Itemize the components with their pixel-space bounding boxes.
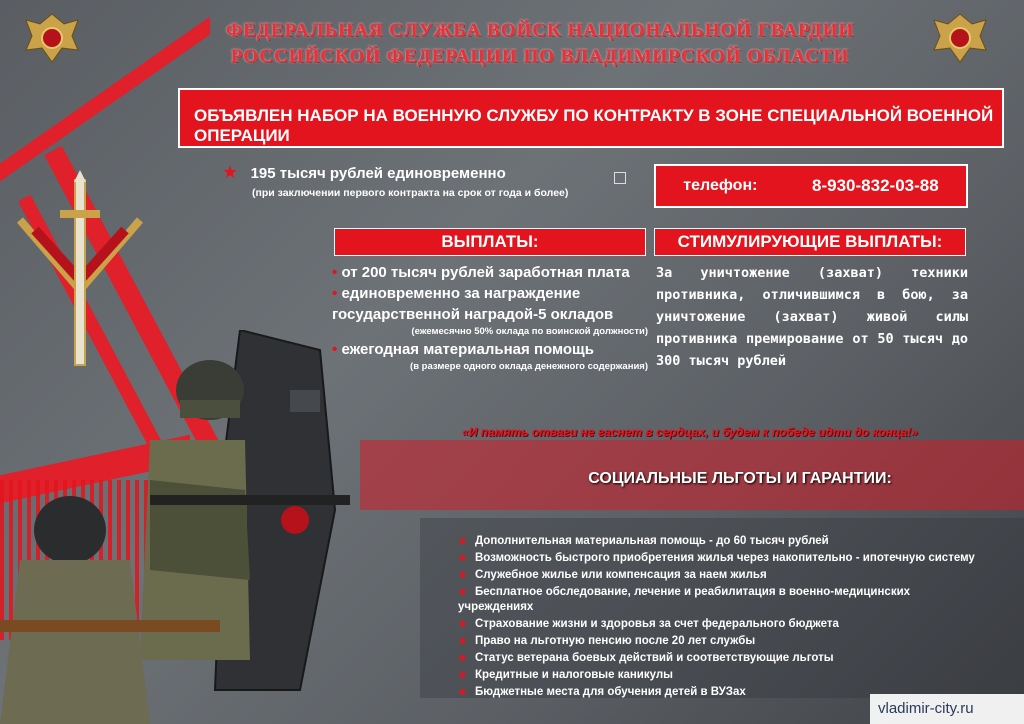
star-icon: • [332, 264, 338, 281]
star-icon: ★ [458, 619, 467, 630]
benefit-item: ★ Дополнительная материальная помощь - до 60 тысяч рублей [458, 535, 829, 547]
rosgvardia-emblem-left [22, 8, 82, 68]
payments-list [332, 262, 648, 374]
benefit-item: ★ Бюджетные места для обучения детей в ВУЗах [458, 686, 746, 698]
star-icon: ★ [458, 570, 467, 581]
header-title-line-1: ФЕДЕРАЛЬНАЯ СЛУЖБА ВОЙСК НАЦИОНАЛЬНОЙ ГВАРДИИ [225, 20, 855, 41]
star-icon: ★ [458, 636, 467, 647]
recruitment-banner [178, 88, 1004, 148]
watermark-box [870, 694, 1024, 724]
motto-quote: «И память отваги не гаснет в сердцах, и будем к победе идти до конца!» [462, 425, 918, 439]
payments-item: • от 200 тысяч рублей заработная плата [332, 264, 630, 281]
benefit-item: ★ Возможность быстрого приобретения жилья через накопительно - ипотечную систему [458, 552, 975, 564]
star-icon: • [332, 285, 338, 302]
social-title: СОЦИАЛЬНЫЕ ЛЬГОТЫ И ГАРАНТИИ: [588, 470, 892, 487]
star-icon: ★ [222, 162, 239, 182]
benefit-item: ★ Статус ветерана боевых действий и соответствующие льготы [458, 652, 834, 664]
benefit-item: ★ Право на льготную пенсию после 20 лет службы [458, 635, 756, 647]
incentive-text: За уничтожение (захват) техники противника, отличившимся в бою, за уничтожение (захват) живой силы противника премирование от 50 тысяч до 300 тысяч рублей [656, 265, 968, 369]
recruitment-banner-text: ОБЪЯВЛЕН НАБОР НА ВОЕННУЮ СЛУЖБУ ПО КОНТРАКТУ В ЗОНЕ СПЕЦИАЛЬНОЙ ВОЕННОЙ ОПЕРАЦИИ [194, 106, 994, 145]
star-icon: ★ [458, 536, 467, 547]
star-icon: ★ [458, 553, 467, 564]
benefit-item: ★ Бесплатное обследование, лечение и реабилитация в военно-медицинских учреждениях [458, 586, 911, 613]
lump-sum-note: (при заключении первого контракта на срок от года и более) [252, 187, 569, 199]
watermark-text[interactable]: vladimir-city.ru [878, 700, 974, 717]
checkbox-icon [614, 172, 626, 184]
header-title-line-2: РОССИЙСКОЙ ФЕДЕРАЦИИ ПО ВЛАДИМИРСКОЙ ОБЛАСТИ [230, 46, 850, 67]
payments-item: • ежегодная материальная помощь [332, 341, 594, 358]
benefit-item: ★ Страхование жизни и здоровья за счет федерального бюджета [458, 618, 839, 630]
benefit-item: ★ Кредитные и налоговые каникулы [458, 669, 673, 681]
soldiers-illustration [0, 330, 360, 724]
lump-sum-amount: 195 тысяч рублей единовременно [250, 165, 506, 182]
phone-label: телефон: [683, 177, 758, 194]
incentive-title: СТИМУЛИРУЮЩИЕ ВЫПЛАТЫ: [654, 228, 966, 256]
phone-box [654, 164, 968, 208]
star-icon: • [332, 341, 338, 358]
payments-title: ВЫПЛАТЫ: [334, 228, 646, 256]
payments-note: (в размере одного оклада денежного содержания) [410, 361, 648, 372]
star-icon: ★ [458, 687, 467, 698]
star-icon: ★ [458, 587, 467, 598]
lump-sum-block [222, 162, 642, 199]
payments-note: (ежемесячно 50% оклада по воинской должности) [411, 326, 648, 337]
benefit-item: ★ Служебное жилье или компенсация за наем жилья [458, 569, 767, 581]
payments-item: • единовременно за награждение государственной наградой-5 окладов [332, 285, 614, 323]
phone-number[interactable]: 8-930-832-03-88 [812, 176, 939, 195]
star-icon: ★ [458, 670, 467, 681]
star-icon: ★ [458, 653, 467, 664]
rosgvardia-emblem-right [930, 8, 990, 68]
